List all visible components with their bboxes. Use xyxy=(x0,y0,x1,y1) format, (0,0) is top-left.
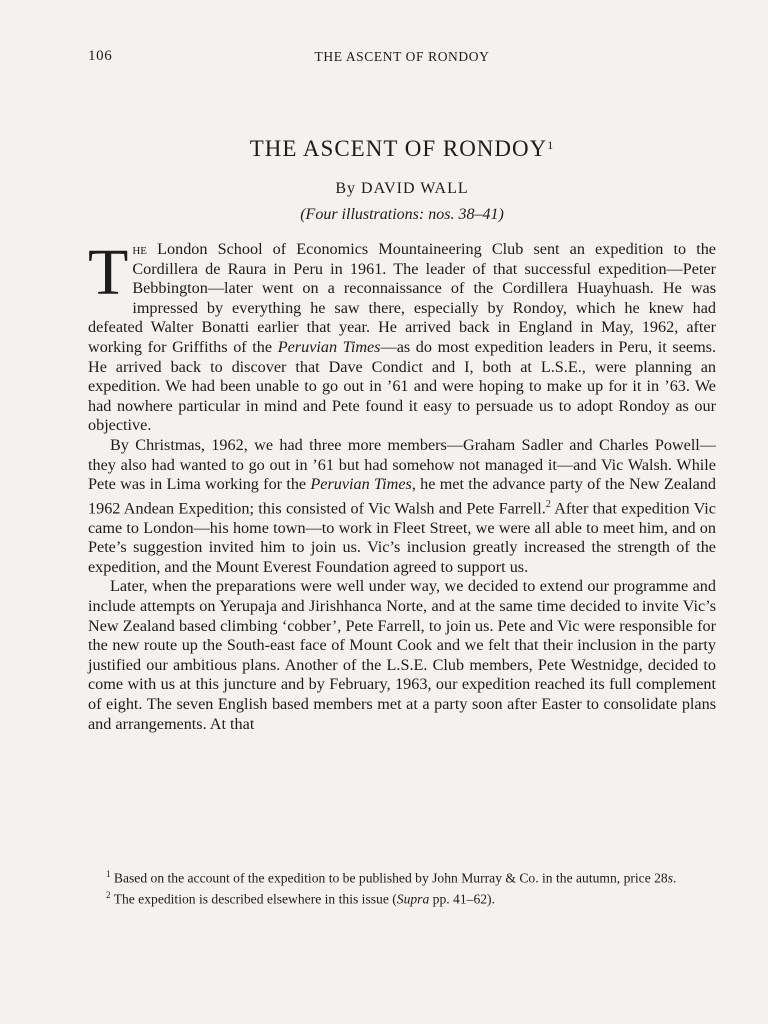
footnote-1 xyxy=(88,866,716,887)
paragraph-1-text-b: —as do most expedition leaders in Peru, it seems. He arrived back to discover that Dave Condict and I, both at L.S.E., were planning an expedition. We had been unable to go out in ’61 and were hoping to make up for it in ’63. We had nowhere particular in mind and Pete found it easy to persuade us to adopt Rondoy as our objective. xyxy=(88,337,717,435)
footnote-2-text-b: pp. 41–62). xyxy=(429,891,495,907)
footnote-2-text-a: The expedition is described elsewhere in this issue ( xyxy=(110,891,397,907)
paragraph-2-italic: Peruvian Times xyxy=(310,475,412,494)
running-title: THE ASCENT OF RONDOY xyxy=(314,49,490,64)
footnote-1-mark: 1 xyxy=(106,869,111,879)
article-title xyxy=(88,136,716,162)
page-number: 106 xyxy=(88,48,113,64)
footnote-1-text-a: Based on the account of the expedition to be published by John Murray & Co. in the autumn, price 28 xyxy=(110,870,668,886)
footnote-2 xyxy=(88,887,716,908)
footnote-1-text-b: . xyxy=(673,870,677,886)
paragraph-1 xyxy=(88,236,717,436)
paragraph-1-italic: Peruvian Times xyxy=(277,337,381,356)
paragraph-2-text-b: , he met the advance party of the New Zealand 1962 Andean Expedition; this consisted of Vic Walsh and Pete Farrell. xyxy=(88,475,716,518)
paragraph-3: Later, when the preparations were well under way, we decided to extend our programme and include attempts on Yerupaja and Jirishhanca Norte, and at the same time decided to invite Vic’s New Zealand based climbing ‘cobber’, Pete Farrell, to join us. Pete and Vic were responsible for the new route up the South-east face of Mount Cook and we felt that their inclusion in the party justified our ambitious plans. Another of the L.S.E. Club members, Pete Westnidge, decided to come with us at this juncture and by February, 1963, our expedition reached its full complement of eight. The seven English based members met at a party soon after Easter to consolidate plans and arrangements. At that xyxy=(88,577,716,733)
footnote-2-ref: 2 xyxy=(545,498,551,510)
smallcaps-lead: he xyxy=(132,240,147,258)
footnote-2-mark: 2 xyxy=(106,890,111,901)
drop-cap: T xyxy=(88,236,129,309)
footnote-1-italic: s xyxy=(667,870,674,886)
footnote-2-italic: Supra xyxy=(396,891,430,907)
byline-by: By xyxy=(335,180,357,197)
paragraph-2 xyxy=(88,436,716,578)
paragraph-2-text-c: After that expedition Vic came to London—his home town—to work in Fleet Street, we were all able to meet him, and on Pete’s suggestion invited him to join us. Vic’s inclusion greatly increased the strength of the expedition, and the Mount Everest Foundation agreed to support us. xyxy=(88,499,716,576)
paragraph-2-text-a: By Christmas, 1962, we had three more members—Graham Sadler and Charles Powell—they also had wanted to go out in ’61 but had somehow not managed it—and Vic Walsh. While Pete was in Lima working for the xyxy=(88,435,716,494)
title-footnote-mark: 1 xyxy=(547,138,555,152)
paragraph-1-text-a: London School of Economics Mountaineering Club sent an expedition to the Cordillera de Raura in Peru in 1961. The leader of that successful expedition—Peter Bebbington—later went on a reconnaissance of the Cordillera Huayhuash. He was impressed by everything he saw there, especially by Rondoy, which he knew had defeated Walter Bonatti earlier that year. He arrived back in England in May, 1962, after working for Griffiths of the xyxy=(88,240,716,356)
byline xyxy=(88,180,716,198)
article-title-text: THE ASCENT OF RONDOY xyxy=(249,136,548,161)
illustrations-note: (Four illustrations: nos. 38–41) xyxy=(300,206,504,223)
article-body xyxy=(88,236,717,734)
footnotes xyxy=(88,866,716,908)
author-name: DAVID WALL xyxy=(361,180,469,197)
